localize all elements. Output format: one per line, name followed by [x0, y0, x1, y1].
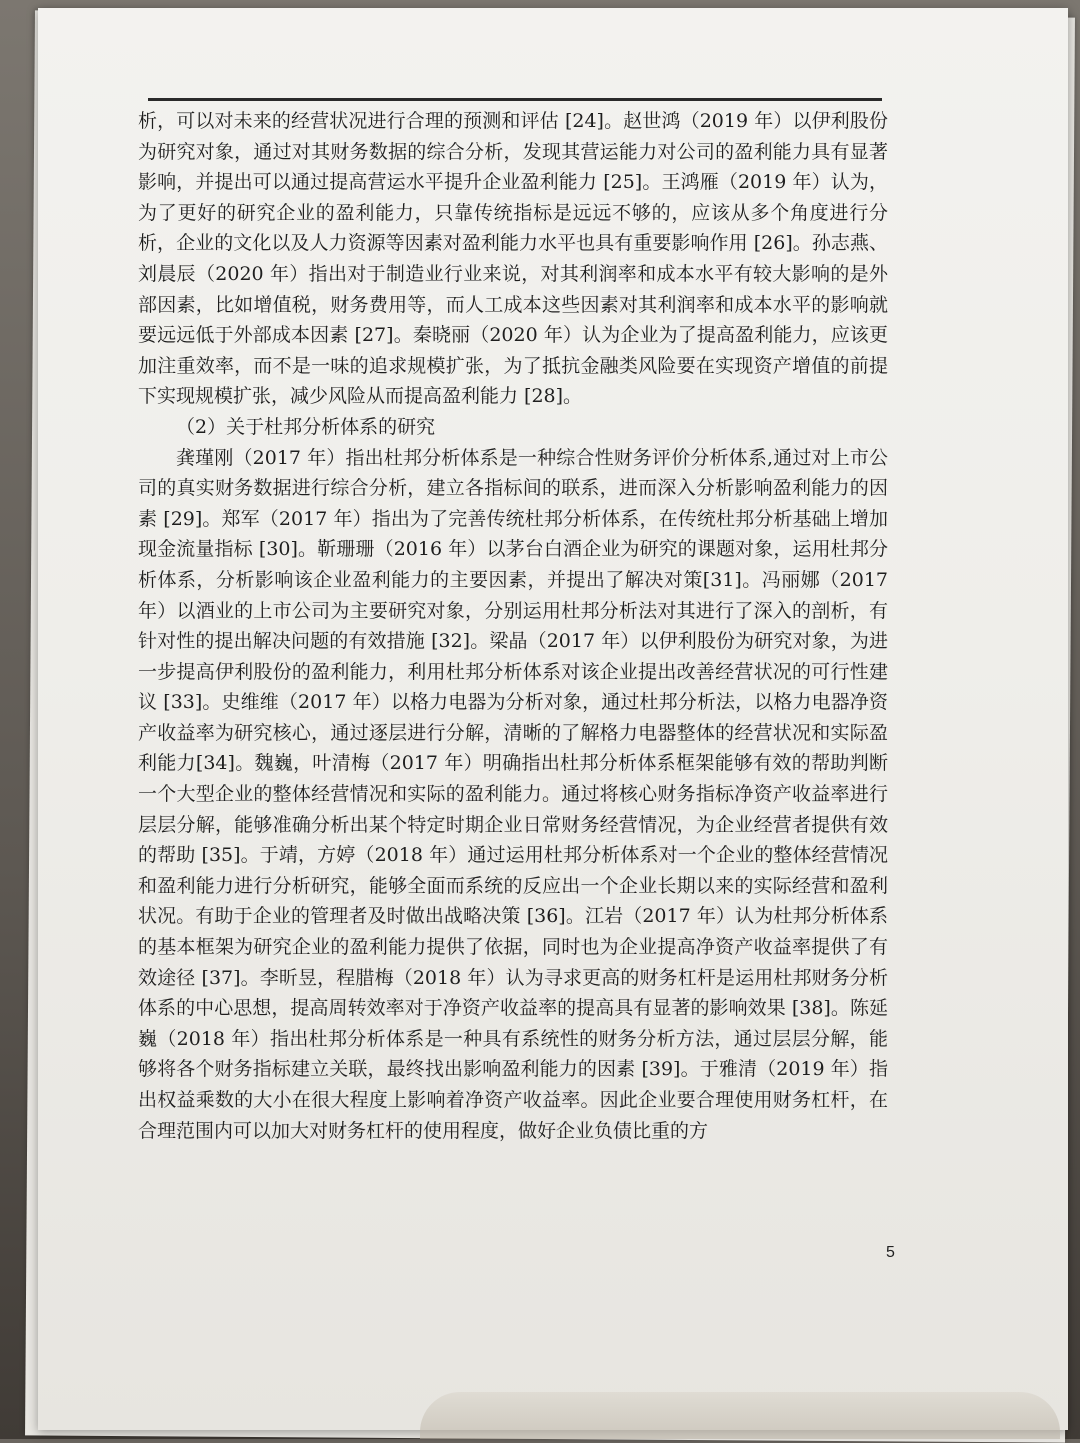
document-page — [38, 8, 1068, 1430]
fabric-fold — [420, 1392, 1060, 1439]
section-heading-dupont: （2）关于杜邦分析体系的研究 — [176, 415, 436, 438]
page-content — [138, 106, 888, 1146]
page-number: 5 — [886, 1244, 895, 1261]
paragraph-dupont-literature: 龚瑾刚（2017 年）指出杜邦分析体系是一种综合性财务评价分析体系,通过对上市公司的真实财务数据进行综合分析，建立各指标间的联系，进而深入分析影响盈利能力的因素 [29]。郑军（2017 年）指出为了完善传统杜邦分析体系，在传统杜邦分析基础上增加现金流量指标 [30]。靳珊珊（2016 年）以茅台白酒企业为研究的课题对象，运用杜邦分析体系，分析影响该企业盈利能力的主要因素，并提出了解决对策[31]。冯丽娜（2017 年）以酒业的上市公司为主要研究对象，分别运用杜邦分析法对其进行了深入的剖析，有针对性的提出解决问题的有效措施 [32]。梁晶（2017 年）以伊利股份为研究对象，为进一步提高伊利股份的盈利能力，利用杜邦分析体系对该企业提出改善经营状况的可行性建议 [33]。史维维（2017 年）以格力电器为分析对象，通过杜邦分析法，以格力电器净资产收益率为研究核心，通过逐层进行分解，清晰的了解格力电器整体的经营状况和实际盈利能力[34]。魏巍，叶清梅（2017 年）明确指出杜邦分析体系框架能够有效的帮助判断一个大型企业的整体经营情况和实际的盈利能力。通过将核心财务指标净资产收益率进行层层分解，能够准确分析出某个特定时期企业日常财务经营情况，为企业经营者提供有效的帮助 [35]。于靖，方婷（2018 年）通过运用杜邦分析体系对一个企业的整体经营情况和盈利能力进行分析研究，能够全面而系统的反应出一个企业长期以来的实际经营和盈利状况。有助于企业的管理者及时做出战略决策 [36]。江岩（2017 年）认为杜邦分析体系的基本框架为研究企业的盈利能力提供了依据，同时也为企业提高净资产收益率提供了有效途径 [37]。李昕昱，程腊梅（2018 年）认为寻求更高的财务杠杆是运用杜邦财务分析体系的中心思想，提高周转效率对于净资产收益率的提高具有显著的影响效果 [38]。陈延巍（2018 年）指出杜邦分析体系是一种具有系统性的财务分析方法，通过层层分解，能够将各个财务指标建立关联，最终找出影响盈利能力的因素 [39]。于雅清（2019 年）指出权益乘数的大小在很大程度上影响着净资产收益率。因此企业要合理使用财务杠杆，在合理范围内可以加大对财务杠杆的使用程度，做好企业负债比重的方 — [138, 446, 888, 1142]
header-rule — [148, 98, 882, 101]
paragraph-profitability-literature: 析，可以对未来的经营状况进行合理的预测和评估 [24]。赵世鸿（2019 年）以伊利股份为研究对象，通过对其财务数据的综合分析，发现其营运能力对公司的盈利能力具有显著影响，并提出可以通过提高营运水平提升企业盈利能力 [25]。王鸿雁（2019 年）认为，为了更好的研究企业的盈利能力，只靠传统指标是远远不够的，应该从多个角度进行分析，企业的文化以及人力资源等因素对盈利能力水平也具有重要影响作用 [26]。孙志燕、刘晨辰（2020 年）指出对于制造业行业来说，对其利润率和成本水平有较大影响的是外部因素，比如增值税，财务费用等，而人工成本这些因素对其利润率和成本水平的影响就要远远低于外部成本因素 [27]。秦晓丽（2020 年）认为企业为了提高盈利能力，应该更加注重效率，而不是一味的追求规模扩张，为了抵抗金融类风险要在实现资产增值的前提下实现规模扩张，减少风险从而提高盈利能力 [28]。 — [138, 110, 888, 408]
